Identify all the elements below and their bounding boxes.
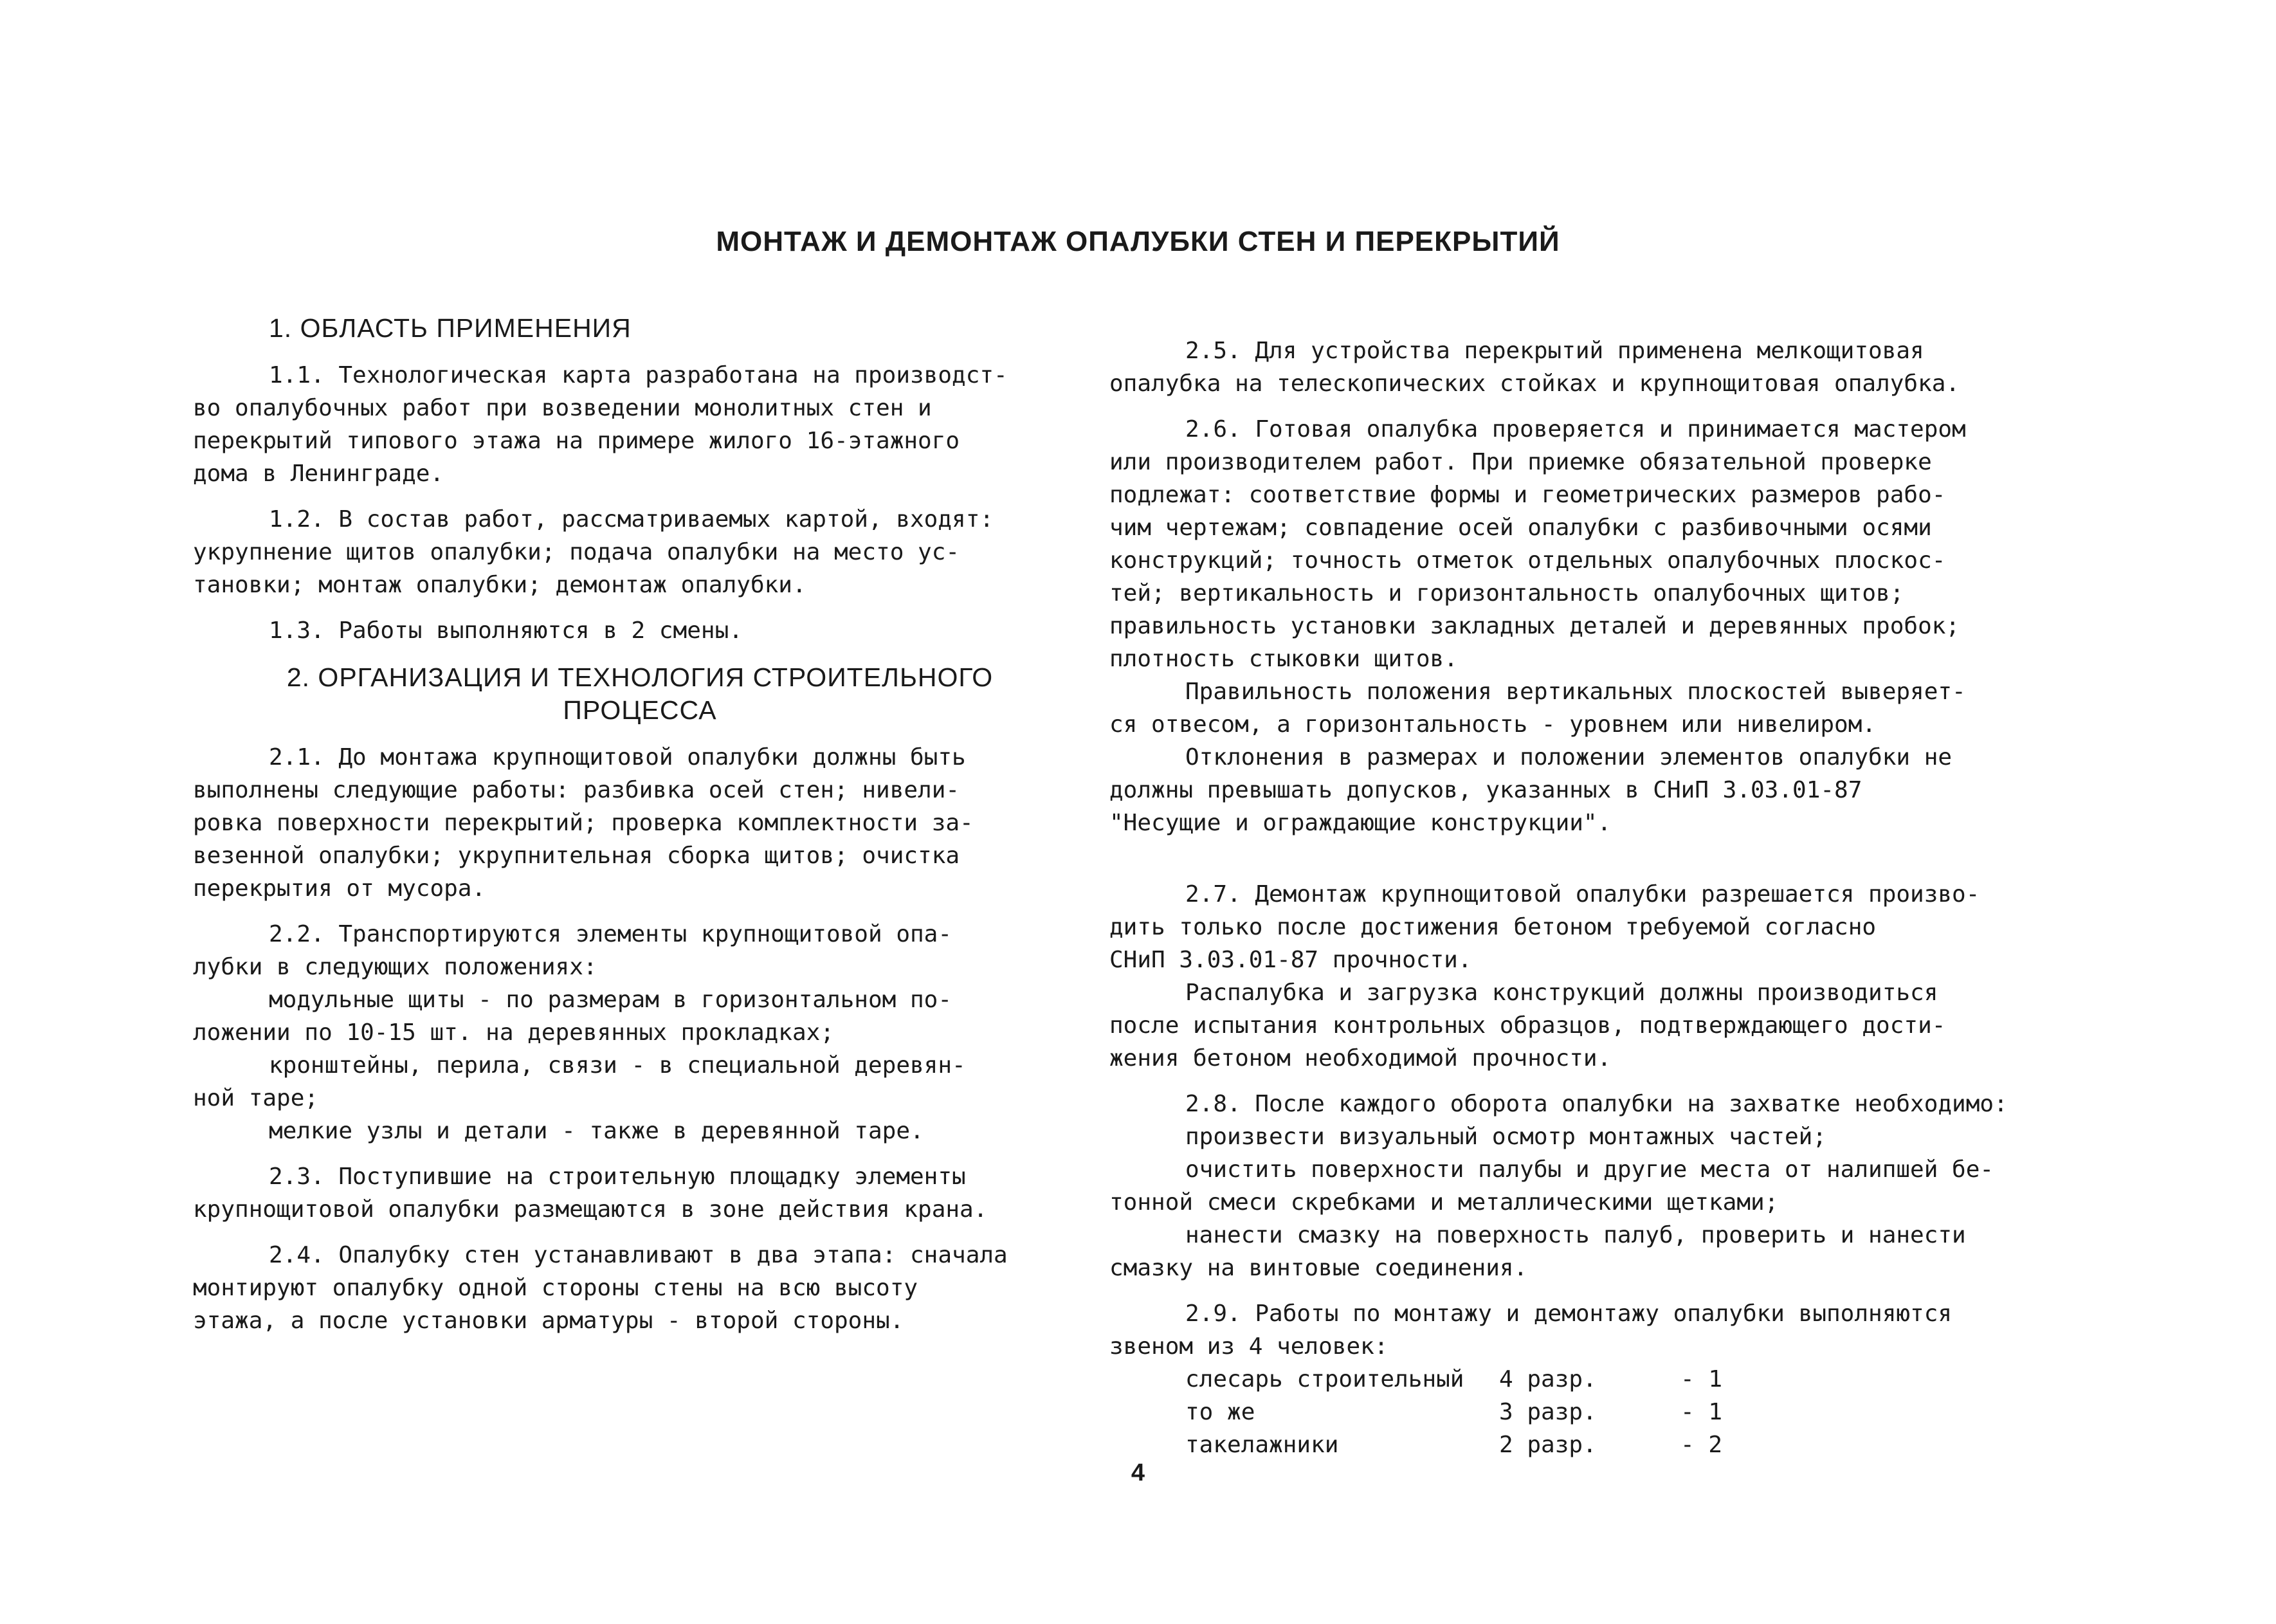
page-number: 4 <box>1131 1459 1145 1486</box>
list-item: смазку на винтовые соединения. <box>1109 1255 1528 1281</box>
text-line: конструкций; точность отметок отдельных опалубочных плоскос- <box>1109 547 1946 574</box>
text-line: СНиП 3.03.01-87 прочности. <box>1109 947 1472 973</box>
paragraph-2-8 <box>1109 1088 2080 1284</box>
text-line: 2.9. Работы по монтажу и демонтажу опалубки выполняются <box>1185 1300 1953 1327</box>
left-column <box>193 312 1087 1350</box>
text-line: или производителем работ. При приемке обязательной проверке <box>1109 449 1932 475</box>
text-line: дома в Ленинграде. <box>193 461 444 487</box>
crew-row <box>1185 1363 1722 1396</box>
text-line: 2.4. Опалубку стен устанавливают в два этапа: сначала <box>269 1242 1008 1268</box>
text-line: Отклонения в размерах и положении элементов опалубки не <box>1185 744 1953 771</box>
crew-role: слесарь строительный <box>1185 1366 1464 1392</box>
list-item: произвести визуальный осмотр монтажных частей; <box>1185 1124 1826 1150</box>
text-line: правильность установки закладных деталей и деревянных пробок; <box>1109 613 1960 639</box>
text-line: укрупнение щитов опалубки; подача опалубки на место ус- <box>193 539 960 565</box>
text-line: плотность стыковки щитов. <box>1109 646 1458 672</box>
section-2-heading <box>193 661 1087 727</box>
paragraph-2-1 <box>193 741 1087 905</box>
crew-grade: 3 разр. <box>1499 1399 1597 1425</box>
list-item: кронштейны, перила, связи - в специальной деревян- <box>269 1052 966 1079</box>
text-line: монтируют опалубку одной стороны стены на всю высоту <box>193 1275 918 1301</box>
paragraph-2-2 <box>193 918 1087 1147</box>
paragraph-2-5 <box>1109 334 2080 400</box>
paragraph-1-3 <box>193 614 1087 647</box>
text-line: ровка поверхности перекрытий; проверка комплектности за- <box>193 810 974 836</box>
paragraph-1-1 <box>193 359 1087 490</box>
text-line: 2.1. До монтажа крупнощитовой опалубки должны быть <box>269 744 966 771</box>
section-1-heading: 1. ОБЛАСТЬ ПРИМЕНЕНИЯ <box>269 313 632 343</box>
text-line: тановки; монтаж опалубки; демонтаж опалубки. <box>193 572 806 598</box>
text-line: чим чертежам; совпадение осей опалубки с разбивочными осями <box>1109 515 1932 541</box>
text-line: 1.2. В состав работ, рассматриваемых картой, входят: <box>269 506 994 533</box>
text-line: Правильность положения вертикальных плоскостей выверяет- <box>1185 679 1966 705</box>
right-column <box>1109 334 2080 1461</box>
text-line: 2.6. Готовая опалубка проверяется и принимается мастером <box>1185 416 1966 442</box>
crew-count: - 1 <box>1680 1366 1723 1392</box>
text-line: жения бетоном необходимой прочности. <box>1109 1045 1612 1072</box>
text-line: 2.2. Транспортируются элементы крупнощитовой опа- <box>269 921 952 947</box>
text-line: 2.5. Для устройства перекрытий применена мелкощитовая <box>1185 338 1924 364</box>
text-line: 2.8. После каждого оборота опалубки на захватке необходимо: <box>1185 1091 2008 1117</box>
crew-row <box>1185 1396 1722 1428</box>
text-line: тей; вертикальность и горизонтальность опалубочных щитов; <box>1109 580 1904 607</box>
text-line: подлежат: соответствие формы и геометрических размеров рабо- <box>1109 482 1946 508</box>
paragraph-2-9 <box>1109 1297 2080 1363</box>
list-item: ложении по 10-15 шт. на деревянных прокладках; <box>193 1019 834 1046</box>
text-line: перекрытия от мусора. <box>193 875 486 902</box>
text-line: перекрытий типового этажа на примере жилого 16-этажного <box>193 428 960 454</box>
crew-role: такелажники <box>1185 1432 1339 1458</box>
list-item: тонной смеси скребками и металлическими щетками; <box>1109 1189 1779 1216</box>
text-line: опалубка на телескопических стойках и крупнощитовая опалубка. <box>1109 370 1960 397</box>
text-line: 1.1. Технологическая карта разработана на производст- <box>269 362 1008 388</box>
heading-line: 2. ОРГАНИЗАЦИЯ И ТЕХНОЛОГИЯ СТРОИТЕЛЬНОГО <box>286 662 994 692</box>
heading-line: ПРОЦЕССА <box>563 695 717 725</box>
paragraph-2-4 <box>193 1239 1087 1337</box>
text-line: этажа, а после установки арматуры - второй стороны. <box>193 1308 904 1334</box>
text-line: Распалубка и загрузка конструкций должны производиться <box>1185 980 1938 1006</box>
text-line: звеном из 4 человек: <box>1109 1333 1388 1360</box>
crew-count: - 2 <box>1680 1432 1723 1458</box>
paragraph-2-3 <box>193 1160 1087 1226</box>
text-line: крупнощитовой опалубки размещаются в зоне действия крана. <box>193 1196 988 1223</box>
text-line: 2.7. Демонтаж крупнощитовой опалубки разрешается произво- <box>1185 881 1980 908</box>
list-item: нанести смазку на поверхность палуб, проверить и нанести <box>1185 1222 1966 1248</box>
text-line: должны превышать допусков, указанных в СНиП 3.03.01-87 <box>1109 777 1862 803</box>
list-item: модульные щиты - по размерам в горизонтальном по- <box>269 987 952 1013</box>
text-line: 1.3. Работы выполняются в 2 смены. <box>269 617 743 644</box>
text-line: выполнены следующие работы: разбивка осей стен; нивели- <box>193 777 960 803</box>
text-line: во опалубочных работ при возведении монолитных стен и <box>193 395 932 421</box>
crew-grade: 4 разр. <box>1499 1366 1597 1392</box>
spacer <box>1109 839 2080 878</box>
crew-role: то же <box>1185 1399 1255 1425</box>
text-line: лубки в следующих положениях: <box>193 954 597 980</box>
paragraph-2-6 <box>1109 413 2080 839</box>
paragraph-2-7 <box>1109 878 2080 1075</box>
list-item: мелкие узлы и детали - также в деревянной таре. <box>269 1118 924 1144</box>
crew-table <box>1185 1363 1722 1461</box>
text-line: дить только после достижения бетоном требуемой согласно <box>1109 914 1877 940</box>
list-item: очистить поверхности палубы и другие места от налипшей бе- <box>1185 1156 1994 1183</box>
page-title: МОНТАЖ И ДЕМОНТАЖ ОПАЛУБКИ СТЕН И ПЕРЕКРЫТИЙ <box>716 226 1560 257</box>
text-line: ся отвесом, а горизонтальность - уровнем или нивелиром. <box>1109 711 1877 738</box>
text-line: "Несущие и ограждающие конструкции". <box>1109 810 1612 836</box>
paragraph-1-2 <box>193 503 1087 601</box>
text-line: после испытания контрольных образцов, подтверждающего дости- <box>1109 1012 1946 1039</box>
crew-count: - 1 <box>1680 1399 1723 1425</box>
crew-grade: 2 разр. <box>1499 1432 1597 1458</box>
text-line: 2.3. Поступившие на строительную площадку элементы <box>269 1163 966 1190</box>
list-item: ной таре; <box>193 1085 319 1111</box>
text-line: везенной опалубки; укрупнительная сборка щитов; очистка <box>193 843 960 869</box>
